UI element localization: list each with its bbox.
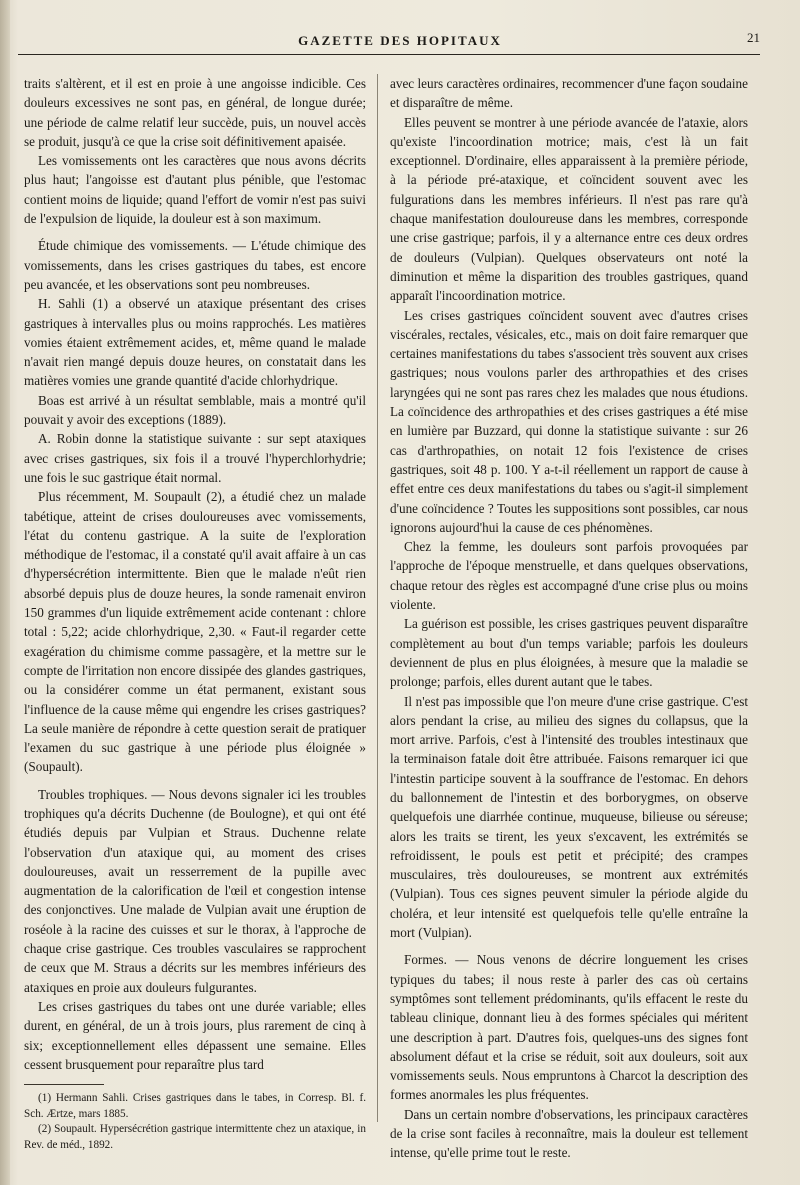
paragraph: traits s'altèrent, et il est en proie à une angoisse indicible. Ces douleurs excessives ne sont pas, en général, de longue durée; une période de calme relatif leur succède, puis, un nouvel accès se produit, jusqu'à ce que la crise soit définitivement apaisée. xyxy=(24,76,366,149)
right-column xyxy=(390,74,748,1163)
footnote: (2) Soupault. Hypersécrétion gastrique intermittente chez un ataxique, in Rev. de méd., 1892. xyxy=(24,1123,366,1151)
left-column xyxy=(24,74,366,1153)
paragraph: Les vomissements ont les caractères que nous avons décrits plus haut; l'angoisse est d'autant plus pénible, que l'estomac contient moins de liquide; quand l'effort de vomir n'est pas suivi de l'expulsion de liquide, la douleur est à son maximum. xyxy=(24,153,366,227)
paragraph: Boas est arrivé à un résultat semblable, mais a montré qu'il pouvait y avoir des exceptions (1889). xyxy=(24,392,366,428)
paragraph: Elles peuvent se montrer à une période avancée de l'ataxie, alors qu'existe l'incoordination motrice; mais, c'est là un fait exceptionnel. D'ordinaire, elles apparaissent à la première période, à la période pré-ataxique, et coïncident souvent avec les fulgurations dans les membres inférieurs. Il n'est pas rare qu'à chaque manifestation douloureuse dans les membres, corresponde une crise gastrique; parfois, il y a alternance entre ces deux ordres de douleurs (Vulpian). Quelques observateurs ont noté la diminution et même la disparition des troubles gastriques, quand apparaît l'incoordination motrice. xyxy=(390,114,748,304)
paragraph: Les crises gastriques coïncident souvent avec d'autres crises viscérales, rectales, vésicales, etc., mais on doit faire remarquer que certaines manifestations du tabes s'associent très souvent aux crises gastriques; nous voulons parler des arthropathies et des crises laryngées qui ne sont pas rares chez les malades que nous étudions. La coïncidence des arthropathies et des crises gastriques a été mise en lumière par Buzzard, qui donne la statistique suivante : sur 26 cas d'arthropathies, on notait 12 fois l'existence de crises gastriques, soit 48 p. 100. Y a-t-il réellement un rapport de cause à effet entre ces deux manifestations du tabes ou s'agit-il simplement d'une coïncidence ? Toutes les suppositions sont possibles, car nous ignorons aujourd'hui la cause de ces phénomènes. xyxy=(390,307,748,535)
journal-title: GAZETTE DES HOPITAUX xyxy=(298,33,502,48)
section-paragraph-trophic-troubles: Troubles trophiques. — Nous devons signaler ici les troubles trophiques qu'a décrits Duchenne (de Boulogne), et qui ont été étudiés depuis par Vulpian et Straus. Duchenne relate l'observation d'un ataxique qui, au moment des crises douloureuses, avait un resserrement de la pupille avec augmentation de la calorification de l'œil et congestion intense des conjonctives. Une malade de Vulpian avait une éruption de roséole à la racine des cuisses et sur le thorax, à l'approche de chaque crise gastrique. Ces troubles vasculaires se rapprochent de ceux que M. Straus a décrits sur les membres inférieurs des ataxiques en proie aux douleurs fulgurantes. xyxy=(24,786,366,995)
paragraph: La guérison est possible, les crises gastriques peuvent disparaître complètement au bout d'un temps variable; parfois les douleurs deviennent de plus en plus éloignées, à mesure que la maladie se prolonge; parfois, elles durent autant que le tabes. xyxy=(390,616,748,690)
page-binding-edge xyxy=(0,0,10,1185)
paragraph: A. Robin donne la statistique suivante : sur sept ataxiques avec crises gastriques, six fois il a trouvé l'hyperchlorhydrie; une fois le suc gastrique était normal. xyxy=(24,431,366,485)
paragraph: Plus récemment, M. Soupault (2), a étudié chez un malade tabétique, atteint de crises douloureuses avec vomissements, l'état du contenu gastrique. A la suite de l'exploration méthodique de l'estomac, il a constaté qu'il avait affaire à un cas d'hypersécrétion intermittente. Bien que le malade n'eût rien absorbé depuis plus de douze heures, la sonde ramenait environ 150 grammes d'un liquide extrêmement acide contenant : chlore total : 5,22; acide chlorhydrique, 2,30. « Faut-il regarder cette exagération du chimisme comme passagère, et la mettre sur le compte de l'irritation non encore dissipée des glandes gastriques, ou la considérer comme un état permanent, existant sous l'influence de la cause même qui engendre les crises gastriques? La seule manière de répondre à cette question serait de pratiquer l'examen du suc gastrique à une période plus éloignée » (Soupault). xyxy=(24,489,366,775)
paragraph: Chez la femme, les douleurs sont parfois provoquées par l'approche de l'époque menstruelle, et dans quelques observations, chaque retour des règles est accompagné d'une crise plus ou moins violente. xyxy=(390,539,748,613)
paragraph: H. Sahli (1) a observé un ataxique présentant des crises gastriques à intervalles plus ou moins rapprochés. Les matières vomies étaient extrêmement acides, et, même quand le malade n'avait rien mangé depuis douze heures, on constatait dans les matières vomies une grande quantité d'acide chlorhydrique. xyxy=(24,296,366,389)
paragraph: avec leurs caractères ordinaires, recommencer d'une façon soudaine et disparaître de même. xyxy=(390,76,748,111)
paragraph: Dans un certain nombre d'observations, les principaux caractères de la crise sont faciles à reconnaître, mais la douleur est tellement intense, qu'elle prime tout le reste. xyxy=(390,1106,748,1161)
section-paragraph-forms: Formes. — Nous venons de décrire longuement les crises typiques du tabes; il nous reste à parler des cas où certains symptômes sont tellement prédominants, qu'ils effacent le reste du tableau clinique, donnant lieu à des formes spéciales qui méritent une description à part. D'autres fois, quelques-uns des signes font absolument défaut et la crise se réduit, soit aux douleurs, soit aux vomissements seuls. Nous empruntons à Charcot la description des formes anormales les plus fréquentes. xyxy=(390,952,748,1103)
paragraph: Les crises gastriques du tabes ont une durée variable; elles durent, en général, de un à trois jours, plus rarement de cinq à six; exceptionnellement elles dépassent une semaine. Elles cessent brusquement pour reparaître plus tard xyxy=(24,998,366,1072)
page-number: 21 xyxy=(747,30,760,45)
footnote: (1) Hermann Sahli. Crises gastriques dans le tabes, in Corresp. Bl. f. Sch. Ærtze, mars 1885. xyxy=(24,1092,366,1120)
column-divider xyxy=(377,74,378,1122)
header-rule xyxy=(18,54,760,55)
footnote-rule xyxy=(24,1084,104,1085)
footnotes xyxy=(24,1091,366,1153)
section-paragraph-chemical-study: Étude chimique des vomissements. — L'étude chimique des vomissements, dans les crises gastriques du tabes, est encore peu avancée, et les observations sont peu nombreuses. xyxy=(24,238,366,292)
paragraph: Il n'est pas impossible que l'on meure d'une crise gastrique. C'est alors pendant la crise, au milieu des signes du collapsus, que la mort arrive. Parfois, c'est à l'intensité des troubles intestinaux que la terminaison fatale doit être attribuée. Faisons remarquer ici que l'intestin participe souvent à la souffrance de l'estomac. En dehors du ballonnement de l'intestin et des borborygmes, on observe quelquefois une diarrhée continue, muqueuse, bilieuse ou séreuse; alors les traits se tirent, les yeux s'excavent, les extrémités se refroidissent, le pouls est petit et précipité; des crampes musculaires, très douloureuses, se montrent aux extrémités (Vulpian). Tous ces signes peuvent simuler la période algide du choléra, et leur intensité est quelquefois telle qu'elle entraîne la mort (Vulpian). xyxy=(390,693,748,941)
